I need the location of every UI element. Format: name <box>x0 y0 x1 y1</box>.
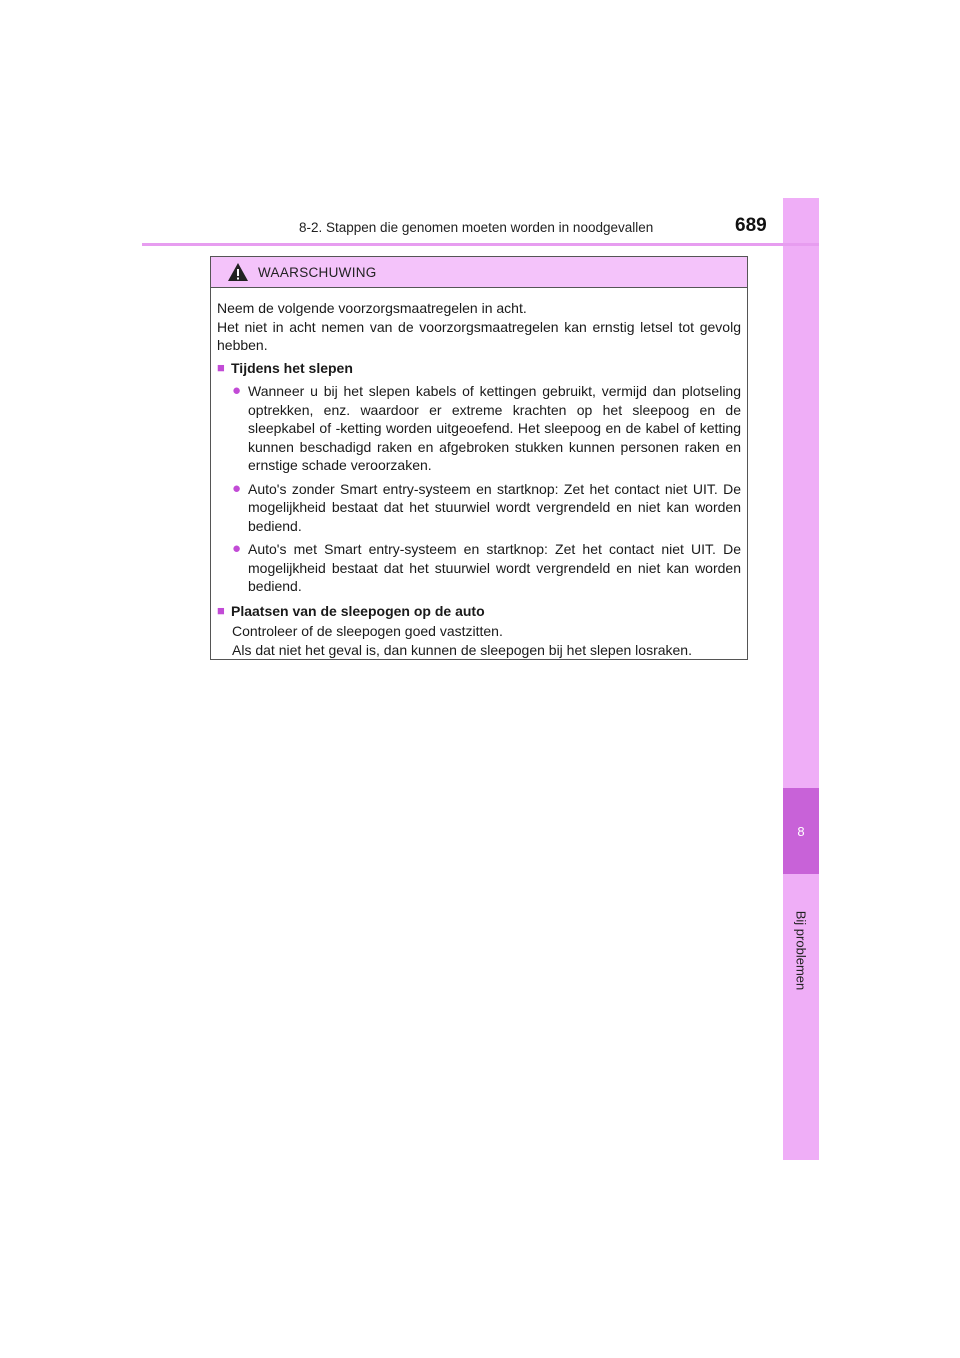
chapter-number-tab <box>783 788 819 874</box>
header-rule <box>142 243 819 246</box>
page-number: 689 <box>735 215 767 236</box>
list-item: ● Auto's zonder Smart entry-systeem en startknop: Zet het contact niet UIT. De mogelijkheid bestaat dat het stuurwiel wordt vergrendeld en niet kan worden bediend. <box>232 479 741 534</box>
warning-triangle-icon <box>227 262 249 282</box>
warning-title: WAARSCHUWING <box>258 264 377 280</box>
chapter-side-tab <box>783 198 819 1160</box>
intro-line-2: Het niet in acht nemen van de voorzorgsmaatregelen kan ernstig letsel tot gevolg hebben. <box>217 318 741 353</box>
circle-bullet-icon: ● <box>232 479 242 497</box>
list-item: ● Wanneer u bij het slepen kabels of kettingen gebruikt, vermijd dan plotseling optrekken, enz. waardoor er extreme krachten op het sleepoog en de sleepkabel of -ketting worden uitgeoefend. Het sleepoog en de kabel of ketting kunnen beschadigd raken en afgebroken stukken kunnen personen raken en ernstige schade veroorzaken. <box>232 382 741 473</box>
warning-header <box>211 257 747 288</box>
section-heading-tow-eyes: ■ Plaatsen van de sleepogen op de auto <box>217 602 485 619</box>
section-title: 8-2. Stappen die genomen moeten worden in noodgevallen <box>299 220 654 235</box>
square-bullet-icon: ■ <box>217 359 225 375</box>
section-heading-towing: ■ Tijdens het slepen <box>217 359 353 376</box>
chapter-label: Bij problemen <box>793 910 809 990</box>
chapter-label-tab <box>783 885 819 1015</box>
circle-bullet-icon: ● <box>232 540 242 557</box>
circle-bullet-icon: ● <box>232 382 242 399</box>
warning-body <box>211 288 747 659</box>
section-text: Controleer of de sleepogen goed vastzitten. Als dat niet het geval is, dan kunnen de sleepogen bij het slepen losraken. <box>232 623 692 658</box>
list-item: ● Auto's met Smart entry-systeem en startknop: Zet het contact niet UIT. De mogelijkheid bestaat dat het stuurwiel wordt vergrendeld en niet kan worden bediend. <box>232 540 741 594</box>
warning-box <box>210 256 748 660</box>
intro-line-1: Neem de volgende voorzorgsmaatregelen in acht. <box>217 300 527 316</box>
square-bullet-icon: ■ <box>217 602 225 618</box>
chapter-number: 8 <box>797 823 805 839</box>
